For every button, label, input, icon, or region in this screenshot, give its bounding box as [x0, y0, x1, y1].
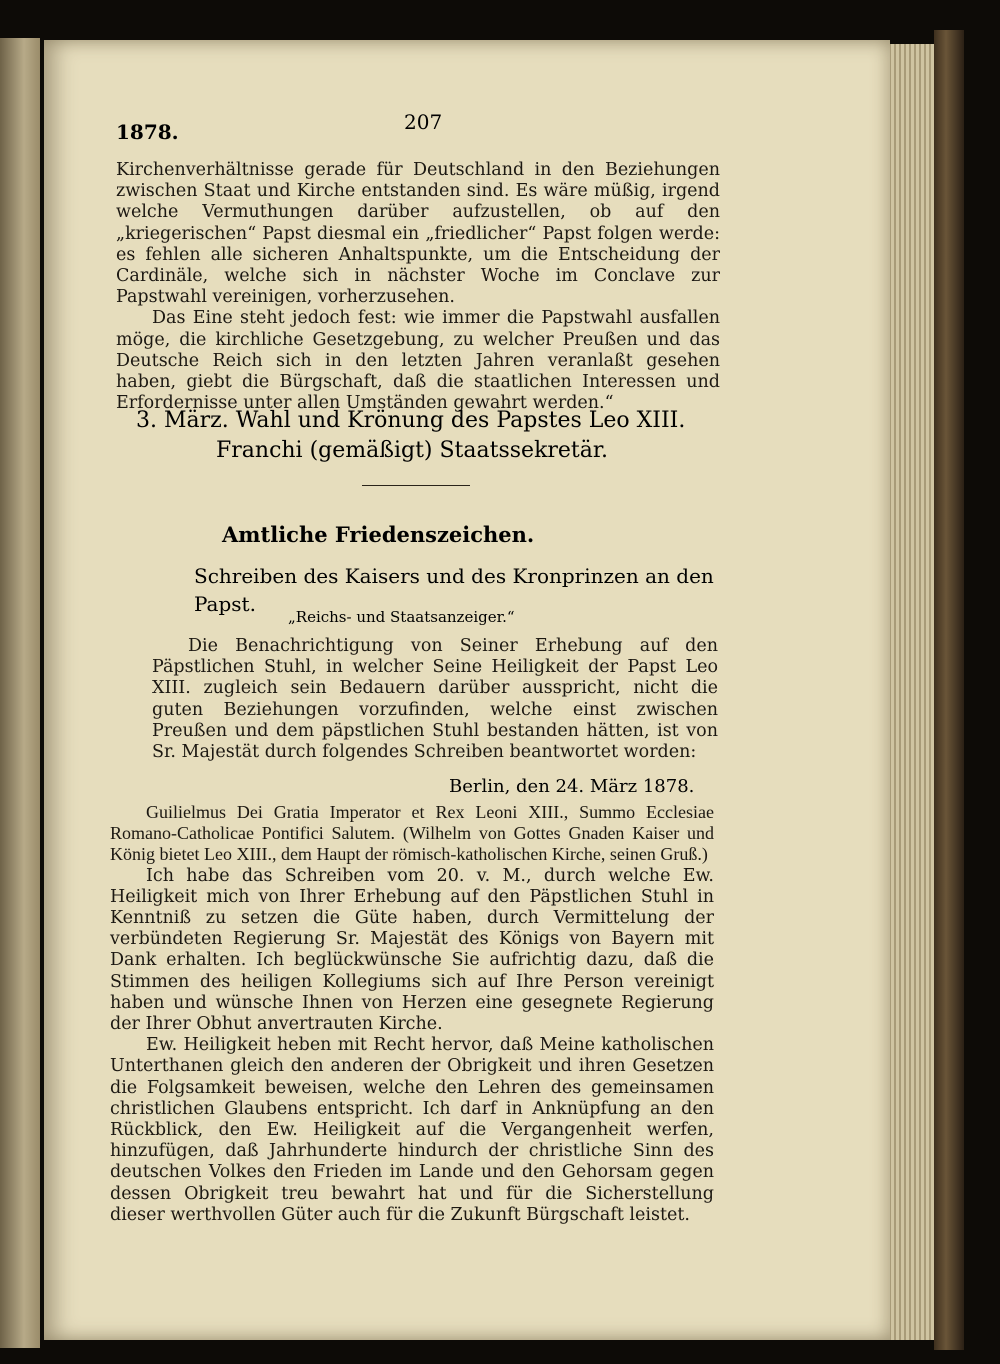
- section-intro: [152, 636, 718, 763]
- intro-text: [116, 160, 720, 414]
- page-number: 207: [404, 110, 443, 134]
- book-binding: [934, 30, 964, 1350]
- page-edge-stack: [886, 44, 936, 1340]
- section-intro-paragraph: Die Benachrichtigung von Seiner Erhebung auf den Päpstlichen Stuhl, in welcher Seine Heiligkeit der Papst Leo XIII. zugleich sein Bedauern darüber ausspricht, nicht die guten Beziehungen vorzufinden, welche einst zwischen Preußen und dem päpstlichen Stuhl bestanden hätten, ist von Sr. Majestät durch folgendes Schreiben beantwortet worden:: [152, 636, 718, 763]
- letter-salutation: Guilielmus Dei Gratia Imperator et Rex Leoni XIII., Summo Ecclesiae Romano-Catholicae Pontifici Salutem. (Wilhelm von Gottes Gnaden Kaiser und König bietet Leo XIII., dem Haupt der römisch-katholischen Kirche, seinen Gruß.): [110, 802, 714, 865]
- book-page: [44, 40, 890, 1340]
- letter-date: Berlin, den 24. März 1878.: [449, 776, 695, 797]
- event-entry: [136, 406, 685, 466]
- source-citation: „Reichs- und Staatsanzeiger.“: [288, 608, 515, 626]
- letter-paragraph: Ich habe das Schreiben vom 20. v. M., durch welche Ew. Heiligkeit mich von Ihrer Erhebung auf den Päpstlichen Stuhl in Kenntniß zu setzen die Güte haben, durch Vermittelung der verbündeten Regierung Sr. Majestät des Königs von Bayern mit Dank erhalten. Ich beglückwünsche Sie aufrichtig dazu, daß die Stimmen des heiligen Kollegiums sich auf Ihre Person vereinigt haben und wünsche Ihnen von Herzen eine gesegnete Regierung der Ihrer Obhut anvertrauten Kirche.: [110, 865, 714, 1035]
- intro-paragraph: Kirchenverhältnisse gerade für Deutschland in den Beziehungen zwischen Staat und Kirche entstanden sind. Es wäre müßig, irgend welche Vermuthungen darüber aufzustellen, ob auf den „kriegerischen“ Papst diesmal ein „friedlicher“ Papst folgen werde: es fehlen alle sicheren Anhaltspunkte, um die Entscheidung der Cardinäle, welche sich in nächster Woche im Conclave zur Papstwahl vereinigen, vorherzusehen.: [116, 160, 720, 308]
- section-divider: [362, 485, 470, 486]
- event-line: Franchi (gemäßigt) Staatssekretär.: [216, 438, 608, 463]
- facing-page-edge: [0, 38, 40, 1348]
- letter-body: [110, 802, 714, 1226]
- letter-title: Schreiben des Kaisers und des Kronprinzen an den Papst.: [194, 564, 714, 616]
- event-line: 3. März. Wahl und Krönung des Papstes Leo XIII.: [136, 408, 686, 433]
- intro-paragraph: Das Eine steht jedoch fest: wie immer die Papstwahl ausfallen möge, die kirchliche Gesetzgebung, zu welcher Preußen und das Deutsche Reich sich in den letzten Jahren veranlaßt gesehen haben, giebt die Bürgschaft, daß die staatlichen Interessen und Erfordernisse unter allen Umständen gewahrt werden.“: [116, 308, 720, 414]
- running-year: 1878.: [116, 120, 179, 144]
- section-heading: Amtliche Friedenszeichen.: [222, 522, 535, 547]
- letter-paragraph: Ew. Heiligkeit heben mit Recht hervor, daß Meine katholischen Unterthanen gleich den anderen der Obrigkeit und ihren Gesetzen die Folgsamkeit beweisen, welche den Lehren des gemeinsamen christlichen Glaubens entspricht. Ich darf in Anknüpfung an den Rückblick, den Ew. Heiligkeit auf die Vergangenheit werfen, hinzufügen, daß Jahrhunderte hindurch der christliche Sinn des deutschen Volkes den Frieden im Lande und den Gehorsam gegen dessen Obrigkeit treu bewahrt hat und für die Sicherstellung dieser werthvollen Güter auch für die Zukunft Bürgschaft leistet.: [110, 1035, 714, 1225]
